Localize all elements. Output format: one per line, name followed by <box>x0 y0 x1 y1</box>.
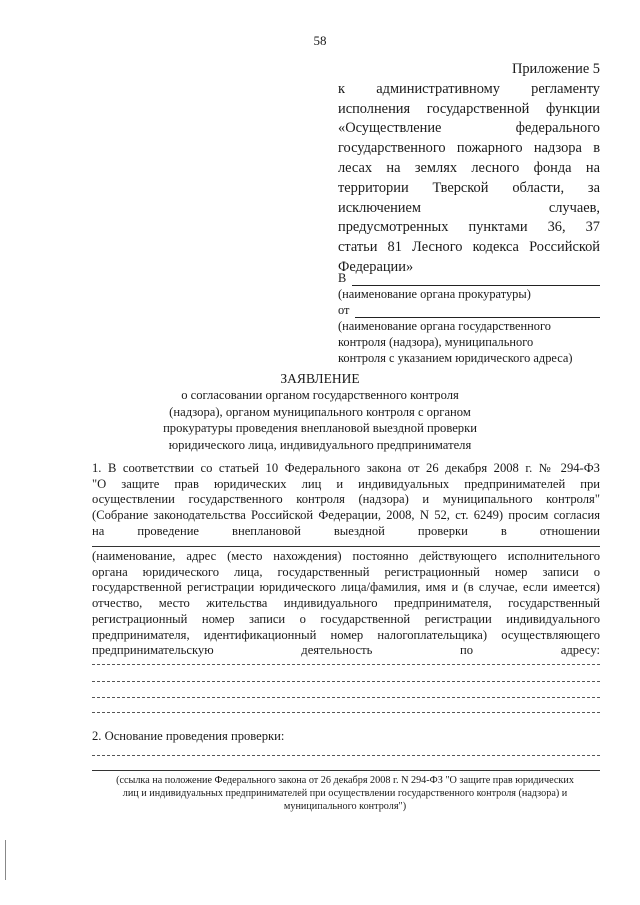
caption-line: предпринимателя, идентификационный номер налогоплательщика) осуществляющего <box>92 627 600 642</box>
paragraph-line: 1. В соответствии со статьей 10 Федерального закона от 26 декабря 2008 г. № 294-ФЗ <box>92 461 600 475</box>
appendix-line: лесах на землях лесного фонда на <box>338 159 600 176</box>
caption-line: предпринимательскую деятельность по адресу: <box>92 643 600 658</box>
paragraph-1 <box>92 461 600 540</box>
paragraph-line: "О защите прав юридических лиц и индивидуальных предпринимателей при <box>92 476 600 491</box>
fill-line-address[interactable] <box>92 697 600 698</box>
paragraph-line: на проведение внеплановой выездной проверки в отношении <box>92 523 600 538</box>
footnote-line: (ссылка на положение Федерального закона от 26 декабря 2008 г. N 294-ФЗ "О защите прав юридических <box>116 775 574 786</box>
fill-line-inspected-entity[interactable] <box>92 546 600 547</box>
appendix-line: территории Тверской области, за <box>338 179 600 196</box>
statement-title: ЗАЯВЛЕНИЕ <box>280 371 360 386</box>
footnote-line: лиц и индивидуальных предпринимателей при осуществлении государственного контроля (надзора) и <box>122 788 568 799</box>
appendix-header <box>338 60 600 278</box>
statement-subtitle: о согласовании органом государственного контроля <box>181 388 459 402</box>
fill-line-address[interactable] <box>92 712 600 713</box>
appendix-line: «Осуществление федерального <box>338 120 600 137</box>
appendix-line: предусмотренных пунктами 36, 37 <box>338 219 600 236</box>
statement-subtitle: юридического лица, индивидуального предпринимателя <box>168 437 472 452</box>
fill-line-basis[interactable] <box>92 770 600 771</box>
sender-caption: (наименование органа государственного <box>338 319 551 333</box>
page-number: 58 <box>313 33 327 48</box>
appendix-line: к административному регламенту <box>338 80 600 97</box>
recipient-prefix: В <box>338 271 347 285</box>
appendix-line: статьи 81 Лесного кодекса Российской <box>338 239 600 256</box>
sender-prefix: от <box>338 303 350 317</box>
sender-caption: контроля (надзора), муниципального <box>338 335 534 349</box>
appendix-line: исключением случаев, <box>338 199 600 216</box>
paragraph-line: (Собрание законодательства Российской Федерации, 2008, N 52, ст. 6249) просим согласия <box>92 508 600 523</box>
caption-line: государственной регистрации юридического лица/фамилия, имя и (в случае, если имеется) <box>92 580 600 595</box>
statement-subtitle: прокуратуры проведения внеплановой выездной проверки <box>163 421 477 435</box>
fill-line-address[interactable] <box>92 664 600 665</box>
scan-margin-mark <box>5 840 6 880</box>
recipient-field[interactable] <box>352 273 600 286</box>
recipient-row <box>338 270 600 286</box>
fill-line-basis[interactable] <box>92 755 600 756</box>
statement-heading <box>0 371 640 453</box>
appendix-title: Приложение 5 <box>511 61 600 77</box>
paragraph-line: осуществлении государственного контроля (надзора) и муниципального контроля" <box>92 492 600 507</box>
address-block <box>338 270 600 366</box>
paragraph-2: 2. Основание проведения проверки: <box>92 729 285 743</box>
sender-field[interactable] <box>355 305 600 318</box>
sender-row <box>338 302 600 318</box>
caption-line: отчество, место жительства индивидуального предпринимателя, государственный <box>92 596 600 611</box>
recipient-caption: (наименование органа прокуратуры) <box>338 287 531 301</box>
statement-subtitle: (надзора), органом муниципального контроля с органом <box>169 404 471 419</box>
footnote <box>80 774 610 813</box>
entity-caption <box>92 549 600 659</box>
fill-line-address[interactable] <box>92 681 600 682</box>
caption-line: органа юридического лица, государственный регистрационный номер записи о <box>92 564 600 579</box>
footnote-line: муниципального контроля") <box>283 801 407 812</box>
appendix-line: государственного пожарного надзора в <box>338 140 600 157</box>
caption-line: регистрационный номер записи о государственной регистрации индивидуального <box>92 611 600 626</box>
appendix-line: исполнения государственной функции <box>338 100 600 117</box>
sender-caption: контроля с указанием юридического адреса) <box>338 351 573 365</box>
appendix-line-last: Федерации» <box>338 258 414 275</box>
caption-line: (наименование, адрес (место нахождения) постоянно действующего исполнительного <box>92 549 600 563</box>
